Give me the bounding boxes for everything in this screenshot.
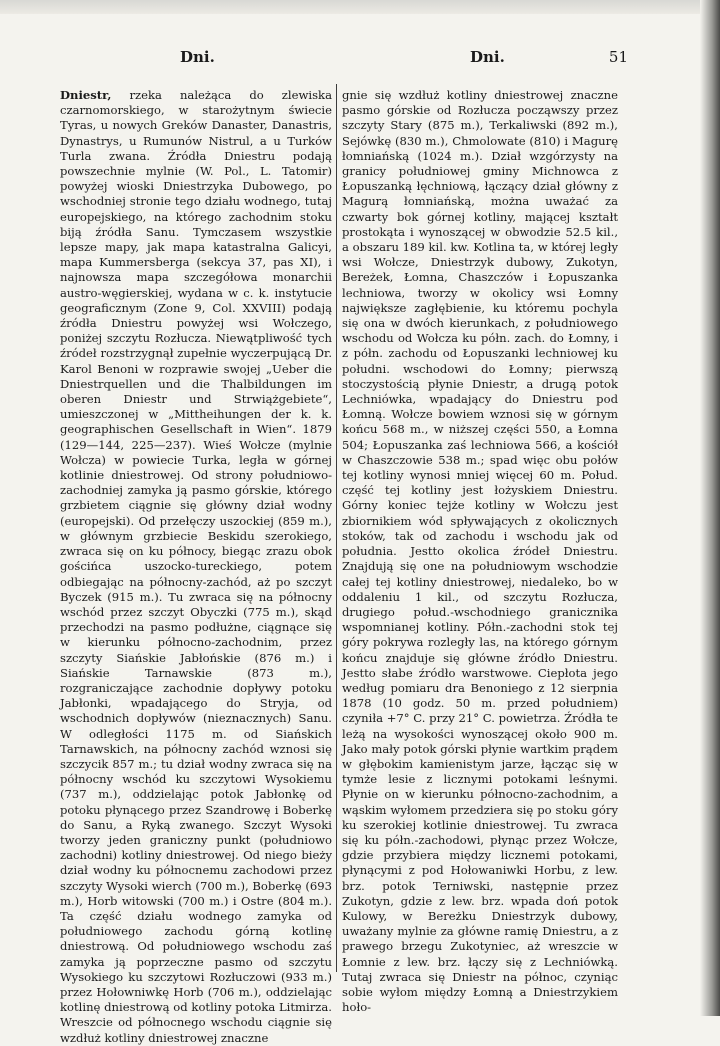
page-number: 51 xyxy=(608,48,628,66)
entry-body-right: gnie się wzdłuż kotliny dniestrowej znaczne pasmo górskie od Rozłucza począwszy przez szczyty Stary (875 m.), Terkaliwski (892 m.), Sejówkę (830 m.), Chmolowate (810) i Magurę łomniańską (1024 m.). Dział wzgórzysty na granicy południowej gminy Michnowca z Łopuszanką łęchniową, łączący dział główny z Magurą łomniańską, można uważać za czwarty bok górnej kotliny, mającej kształt prostokąta i wynoszącej w obwodzie 52.5 kil., a obszaru 189 kil. kw. Kotlina ta, w której legły wsi Wołcze, Dniestrzyk dubowy, Zukotyn, Bereżek, Łomna, Chaszczów i Łopuszanka lechniowa, tworzy w okolicy wsi Łomny największe zagłębienie, ku któremu pochyla się ona w dwóch kierunkach, z południowego wschodu od Wołcza ku półn. zach. do Łomny, i z półn. zachodu od Łopuszanki lechniowej ku południ. wschodowi do Łomny; pierwszą stoczystością płynie Dniestr, a drugą potok Lechniówka, wpadający do Dniestru pod Łomną. Wołcze bowiem wznosi się w górnym końcu 568 m., w niższej części 550, a Łomna 504; Łopuszanka zaś lechniowa 566, a kościół w Chaszczowie 538 m.; spad więc obu połów tej kotliny wynosi mniej więcej 60 m. Połud. część tej kotliny jest łożyskiem Dniestru. Górny koniec tejże kotliny w Wołczu jest zbiornikiem wód spływających z okolicznych stoków, tak od zachodu i wschodu jak od południa. Jestto okolica źródeł Dniestru. Znajdują się one na południowym wschodzie całej tej kotliny dniestrowej, niedaleko, bo w oddaleniu 1 kil., od szczytu Rozłucza, drugiego połud.-wschodniego granicznika wspomnianej kotliny. Półn.-zachodni stok tej góry pokrywa rozległy las, na którego górnym końcu znajduje się główne źródło Dniestru. Jestto słabe źródło warstwowe. Ciepłota jego według pomiaru dra Benoniego z 12 sierpnia 1878 (10 godz. 50 m. przed południem) czyniła +7° C. przy 21° C. powietrza. Źródła te leżą na wysokości wynoszącej około 900 m. Jako mały potok górski płynie wartkim prądem w głębokim kamienistym jarze, łącząc się w tymże lesie z licznymi potokami leśnymi. Płynie on w kierunku północno-zachodnim, a wąskim wyłomem przedziera się po stoku góry ku szerokiej kotlinie dniestrowej. Tu zwraca się ku półn.-zachodowi, płynąc przez Wołcze, gdzie przybiera między licznemi potokami, płynącymi z pod Hołowaniwki Horbu, z lew. brz. potok Terniwski, następnie przez Zukotyn, gdzie z lew. brz. wpada doń potok Kulowy, w Bereżku Dniestrzyk dubowy, uważany mylnie za główne ramię Dniestru, a z prawego brzegu Zukotyniec, aż wreszcie w Łomnie z lew. brz. łączy się z Lechniówką. Tutaj zwraca się Dniestr na północ, czyniąc sobie wyłom między Łomną a Dniestrzykiem hoło- xyxy=(342,88,618,1015)
entry-body-left: rzeka należąca do zlewiska czarnomorskiego, w starożytnym świecie Tyras, u nowych Greków Danaster, Danastris, Dynastrys, u Rumunów Nistrul, a u Turków Turla zwana. Źródła Dniestru podają powszechnie mylnie (W. Pol., L. Tatomir) powyżej wioski Dniestrzyka Dubowego, po wschodniej stronie tego działu wodnego, tutaj europejskiego, na którego zachodnim stoku biją źródła Sanu. Tymczasem wszystkie lepsze mapy, jak mapa katastralna Galicyi, mapa Kummersberga (sekcya 37, pas XI), i najnowsza mapa szczegółowa monarchii austro-węgierskiej, wydana w c. k. instytucie geograficznym (Zone 9, Col. XXVIII) podają źródła Dniestru powyżej wsi Wołczego, poniżej szczytu Rozłucza. Niewątpliwość tych źródeł rozstrzygnął zupełnie wyczerpującą Dr. Karol Benoni w rozprawie swojej „Ueber die Dniestrquellen und die Thalbildungen im oberen Dniestr und Strwiążgebiete“, umieszczonej w „Mittheihungen der k. k. geographischen Gesellschaft in Wien“. 1879 (129—144, 225—237). Wieś Wołcze (mylnie Wołcza) w powiecie Turka, legła w górnej kotlinie dniestrowej. Od strony południowo-zachodniej zamyka ją pasmo górskie, którego grzbietem ciągnie się główny dział wodny (europejski). Od przełęczy uszockiej (859 m.), w głównym grzbiecie Beskidu szerokiego, zwraca się on ku północy, biegąc zrazu obok gościńca uszocko-tureckiego, potem odbiegając na północny-zachód, aż po szczyt Byczek (915 m.). Tu zwraca się na północny wschód przez szczyt Obyczki (775 m.), skąd przechodzi na pasmo podłużne, ciągnące się w kierunku północno-zachodnim, przez szczyty Siańskie Jabłońskie (876 m.) i Siańskie Tarnawskie (873 m.), rozgraniczające zachodnie dopływy potoku Jabłonki, wpadającego do Stryja, od wschodnich dopływów (nieznacznych) Sanu. W odległości 1175 m. od Siańskich Tarnawskich, na północny zachód wznosi się szczycik 857 m.; tu dział wodny zwraca się na północny wschód ku szczytowi Wysokiemu (737 m.), oddzielając potok Jabłonkę od potoku płynącego przez Szandrowę i Boberkę do Sanu, a Ryką zwanego. Szczyt Wysoki tworzy jeden graniczny punkt (południowo zachodni) kotliny dniestrowej. Od niego bieży dział wodny ku północnemu zachodowi przez szczyty Wysoki wierch (700 m.), Boberkę (693 m.), Horb witowski (700 m.) i Ostre (804 m.). Ta część działu wodnego zamyka od południowego zachodu górną kotlinę dniestrową. Od południowego wschodu zaś zamyka ją poprzeczne pasmo od szczytu Wysokiego ku szczytowi Rozłuczowi (933 m.) przez Hołowniwkę Horb (706 m.), oddzielając kotlinę dniestrową od kotliny potoka Litmirza. Wreszcie od północnego wschodu ciągnie się wzdłuż kotliny dniestrowej znaczne xyxy=(60,88,332,1045)
scan-top-edge xyxy=(0,0,720,14)
right-column xyxy=(342,88,618,1015)
running-head-right: Dni. xyxy=(470,48,505,66)
running-head-left: Dni. xyxy=(180,48,215,66)
column-divider xyxy=(336,84,337,972)
scan-right-edge xyxy=(700,0,720,1016)
left-column xyxy=(60,88,332,1046)
entry-paragraph xyxy=(60,88,332,1046)
entry-headword: Dniestr, xyxy=(60,88,112,102)
page-header xyxy=(58,48,628,72)
